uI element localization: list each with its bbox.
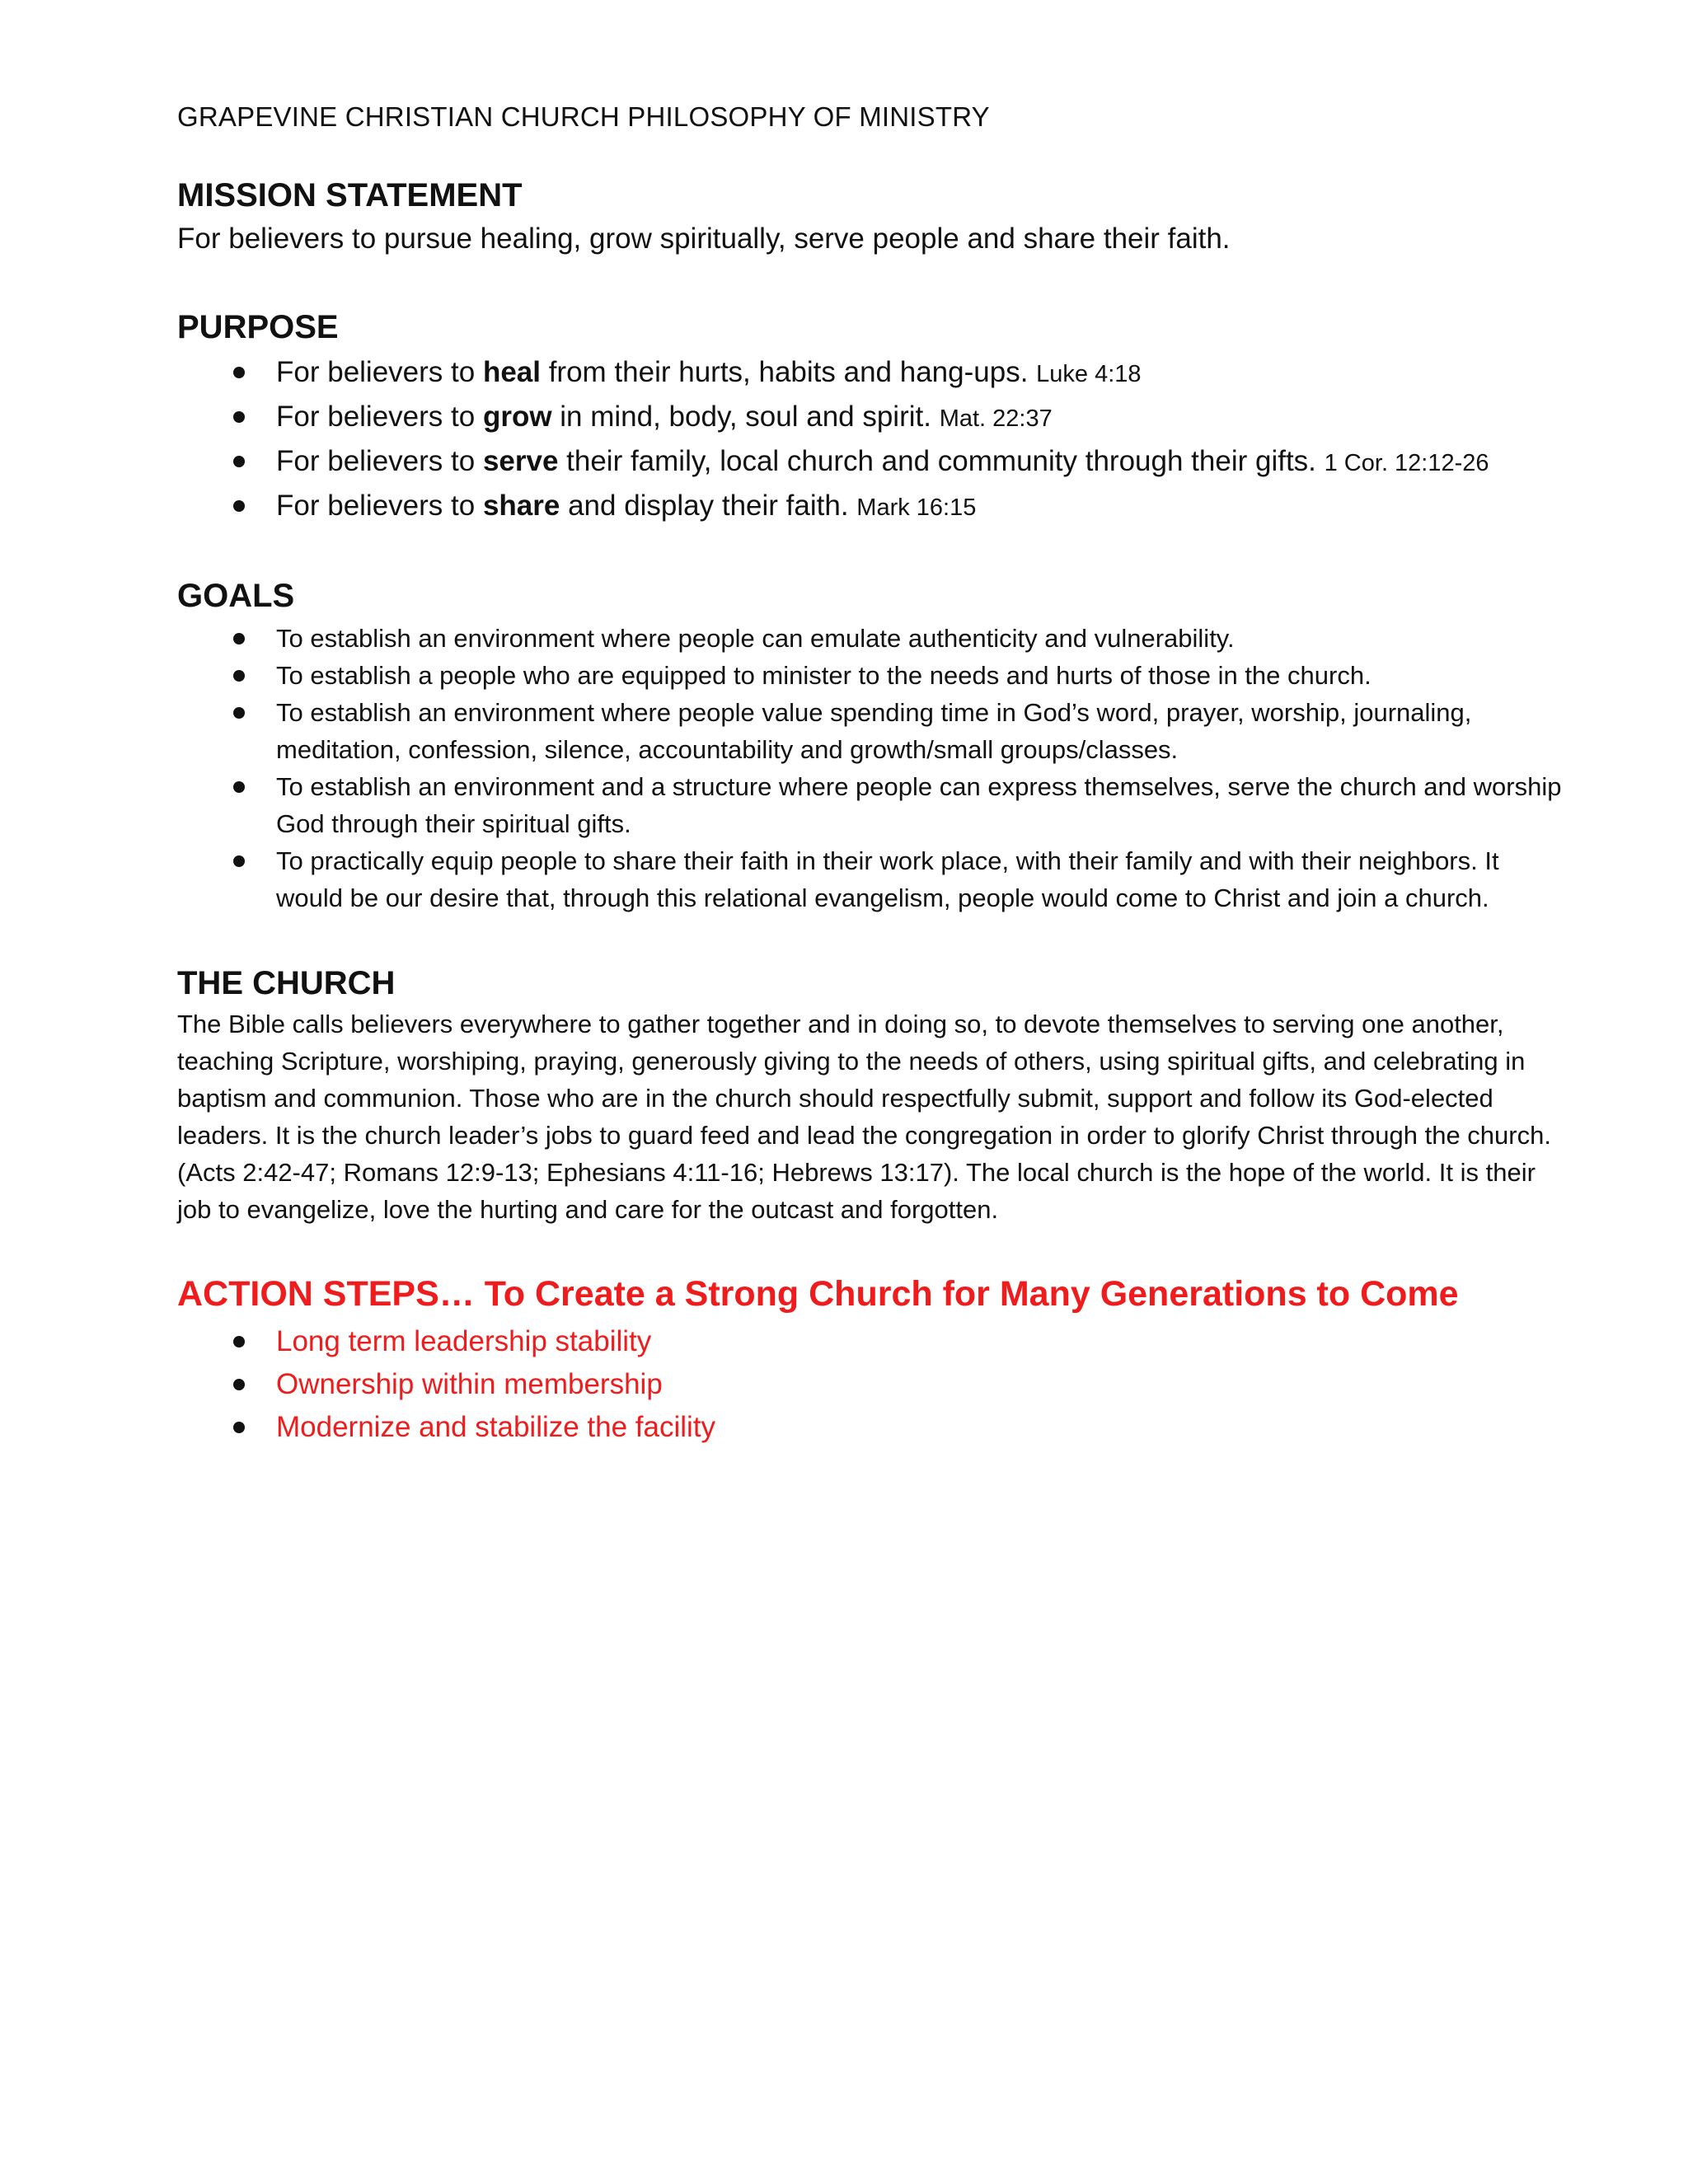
bullet-icon [233,411,245,423]
bullet-icon [233,1379,245,1390]
goal-item [177,657,1562,694]
purpose-text: For believers to [276,401,483,433]
church-heading: THE CHURCH [177,965,396,1001]
purpose-heading: PURPOSE [177,309,339,345]
bullet-icon [233,781,245,793]
goals-section [177,575,1562,916]
purpose-text: and display their faith. [560,490,857,522]
action-list [177,1320,1562,1449]
purpose-item [177,351,1562,396]
document-page [177,99,1562,1449]
scripture-reference: Mat. 22:37 [939,405,1053,432]
bullet-icon [233,670,245,682]
bullet-icon [233,1422,245,1433]
action-item [177,1406,1562,1449]
purpose-text: their family, local church and community through their gifts. [558,445,1325,477]
bullet-icon [233,456,245,467]
document-title: GRAPEVINE CHRISTIAN CHURCH PHILOSOPHY OF MINISTRY [177,101,990,132]
goal-text: To establish an environment where people value spending time in God’s word, prayer, worship, journaling, meditation, confession, silence, accountability and growth/small groups/classes. [276,698,1472,764]
purpose-item [177,396,1562,440]
mission-text: For believers to pursue healing, grow spiritually, serve people and share their faith. [177,223,1231,255]
purpose-item [177,485,1562,529]
scripture-reference: Luke 4:18 [1036,361,1142,387]
purpose-text: For believers to [276,490,483,522]
bullet-icon [233,1336,245,1347]
purpose-text: For believers to [276,445,483,477]
goal-item [177,694,1562,768]
mission-section [177,175,1562,259]
scripture-reference: 1 Cor. 12:12-26 [1324,450,1489,476]
bullet-icon [233,500,245,512]
bullet-icon [233,855,245,867]
purpose-keyword: share [482,490,560,522]
scripture-reference: Mark 16:15 [856,494,977,521]
action-item [177,1363,1562,1406]
purpose-keyword: grow [482,401,552,433]
action-text: Ownership within membership [276,1368,663,1400]
goal-item [177,768,1562,842]
goal-item [177,842,1562,916]
action-text: Modernize and stabilize the facility [276,1411,716,1443]
goal-text: To establish an environment and a structure where people can express themselves, serve the church and worship God through their spiritual gifts. [276,772,1562,838]
purpose-text: from their hurts, habits and hang-ups. [540,356,1037,388]
church-section [177,963,1562,1228]
goal-text: To establish a people who are equipped to minister to the needs and hurts of those in the church. [276,661,1372,690]
action-heading: ACTION STEPS… To Create a Strong Church for Many Generations to Come [177,1274,1459,1314]
bullet-icon [233,707,245,719]
action-text: Long term leadership stability [276,1325,652,1357]
action-section [177,1271,1562,1449]
purpose-keyword: heal [482,356,541,388]
goals-list [177,620,1562,916]
mission-heading: MISSION STATEMENT [177,177,523,213]
church-paragraph: The Bible calls believers everywhere to gather together and in doing so, to devote themselves to serving one another, teaching Scripture, worshiping, praying, generously giving to the needs of others, using spiritual gifts, and celebrating in baptism and communion. Those who are in the church should respectfully submit, support and follow its God-elected leaders. It is the church leader’s jobs to guard feed and lead the congregation in order to glorify Christ through the church. (Acts 2:42-47; Romans 12:9-13; Ephesians 4:11-16; Hebrews 13:17). The local church is the hope of the world. It is their job to evangelize, love the hurting and care for the outcast and forgotten. [177,1010,1551,1224]
purpose-text: in mind, body, soul and spirit. [551,401,940,433]
purpose-list [177,351,1562,529]
purpose-item [177,440,1562,485]
purpose-text: For believers to [276,356,483,388]
purpose-keyword: serve [482,445,559,477]
bullet-icon [233,367,245,378]
action-item [177,1320,1562,1363]
purpose-section [177,307,1562,529]
goals-heading: GOALS [177,578,295,614]
bullet-icon [233,633,245,644]
goal-text: To establish an environment where people can emulate authenticity and vulnerability. [276,624,1235,653]
goal-item [177,620,1562,657]
goal-text: To practically equip people to share their faith in their work place, with their family and with their neighbors. It would be our desire that, through this relational evangelism, people would come to Christ and join a church. [276,846,1499,912]
